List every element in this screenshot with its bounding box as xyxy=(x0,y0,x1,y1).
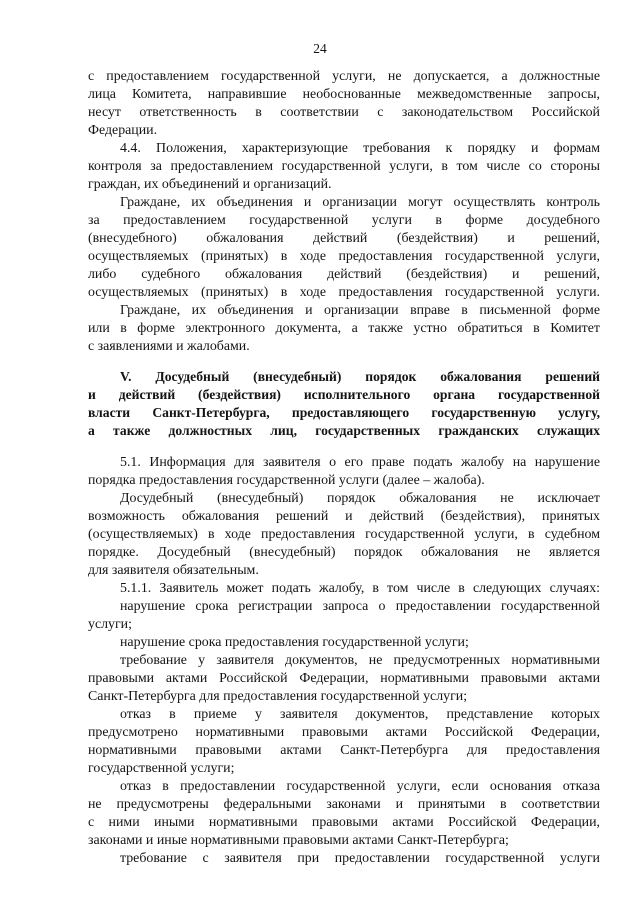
paragraph-line: за предоставлением государственной услуги в форме досудебного xyxy=(88,213,600,228)
paragraph-line: 5.1.1. Заявитель может подать жалобу, в том числе в следующих случаях: xyxy=(120,581,600,596)
paragraph-line: либо судебного обжалования действий (бездействия) и решений, xyxy=(88,267,600,282)
list-item-line: требование с заявителя при предоставлении государственной услуги xyxy=(120,851,600,866)
section-heading-line: власти Санкт-Петербурга, предоставляющего государственную услугу, xyxy=(88,405,600,420)
list-item-line: нарушение срока регистрации запроса о предоставлении государственной xyxy=(120,599,600,614)
paragraph-line: Федерации. xyxy=(88,123,158,138)
section-heading-line: а также должностных лиц, государственных гражданских служащих xyxy=(88,423,600,438)
paragraph-line: Граждане, их объединения и организации вправе в письменной форме xyxy=(120,303,600,318)
page-number: 24 xyxy=(313,41,327,56)
paragraph-line: порядка предоставления государственной услуги (далее – жалоба). xyxy=(88,473,485,488)
paragraph-line: порядке. Досудебный (внесудебный) порядок обжалования не является xyxy=(88,545,600,560)
paragraph-line: несут ответственность в соответствии с законодательством Российской xyxy=(88,105,600,120)
list-item-line: предусмотрено нормативными правовыми актами Российской Федерации, xyxy=(88,725,600,740)
paragraph-line: осуществляемых (принятых) в ходе предоставления государственной услуги. xyxy=(88,285,600,300)
list-item-line: законами и иные нормативными правовыми актами Санкт-Петербурга; xyxy=(88,833,509,848)
paragraph-line: 5.1. Информация для заявителя о его праве подать жалобу на нарушение xyxy=(120,455,600,470)
paragraph-line: Досудебный (внесудебный) порядок обжалования не исключает xyxy=(120,491,600,506)
paragraph-line: возможность обжалования решений и действий (бездействия), принятых xyxy=(88,509,600,524)
paragraph-line: (внесудебного) обжалования действий (бездействия) и решений, xyxy=(88,231,600,246)
list-item-line: не предусмотрены федеральными законами и принятыми в соответствии xyxy=(88,797,600,812)
list-item-line: отказ в предоставлении государственной услуги, если основания отказа xyxy=(120,779,600,794)
paragraph-line: (осуществляемых) в ходе предоставления государственной услуги, в судебном xyxy=(88,527,600,542)
paragraph-line: с предоставлением государственной услуги, не допускается, а должностные xyxy=(88,69,600,84)
list-item-line: отказ в приеме у заявителя документов, представление которых xyxy=(120,707,600,722)
paragraph-line: или в форме электронного документа, а также устно обратиться в Комитет xyxy=(88,321,600,336)
paragraph-line: осуществляемых (принятых) в ходе предоставления государственной услуги, xyxy=(88,249,600,264)
list-item-line: нарушение срока предоставления государственной услуги; xyxy=(120,635,469,650)
paragraph-line: граждан, их объединений и организаций. xyxy=(88,177,332,192)
list-item-line: услуги; xyxy=(88,617,132,632)
paragraph-line: 4.4. Положения, характеризующие требования к порядку и формам xyxy=(120,141,600,156)
paragraph-line: для заявителя обязательным. xyxy=(88,563,259,578)
section-heading-line: и действий (бездействия) исполнительного органа государственной xyxy=(88,387,600,402)
list-item-line: нормативными правовыми актами Санкт-Петербурга для предоставления xyxy=(88,743,600,758)
list-item-line: с ними иными нормативными правовыми актами Российской Федерации, xyxy=(88,815,600,830)
list-item-line: требование у заявителя документов, не предусмотренных нормативными xyxy=(120,653,600,668)
paragraph-line: контроля за предоставлением государственной услуги, в том числе со стороны xyxy=(88,159,600,174)
list-item-line: правовыми актами Российской Федерации, нормативными правовыми актами xyxy=(88,671,600,686)
paragraph-line: лица Комитета, направившие необоснованные межведомственные запросы, xyxy=(88,87,600,102)
section-heading-line: V. Досудебный (внесудебный) порядок обжалования решений xyxy=(120,369,600,384)
paragraph-line: с заявлениями и жалобами. xyxy=(88,339,250,354)
paragraph-line: Граждане, их объединения и организации могут осуществлять контроль xyxy=(120,195,600,210)
list-item-line: Санкт-Петербурга для предоставления государственной услуги; xyxy=(88,689,468,704)
list-item-line: государственной услуги; xyxy=(88,761,235,776)
